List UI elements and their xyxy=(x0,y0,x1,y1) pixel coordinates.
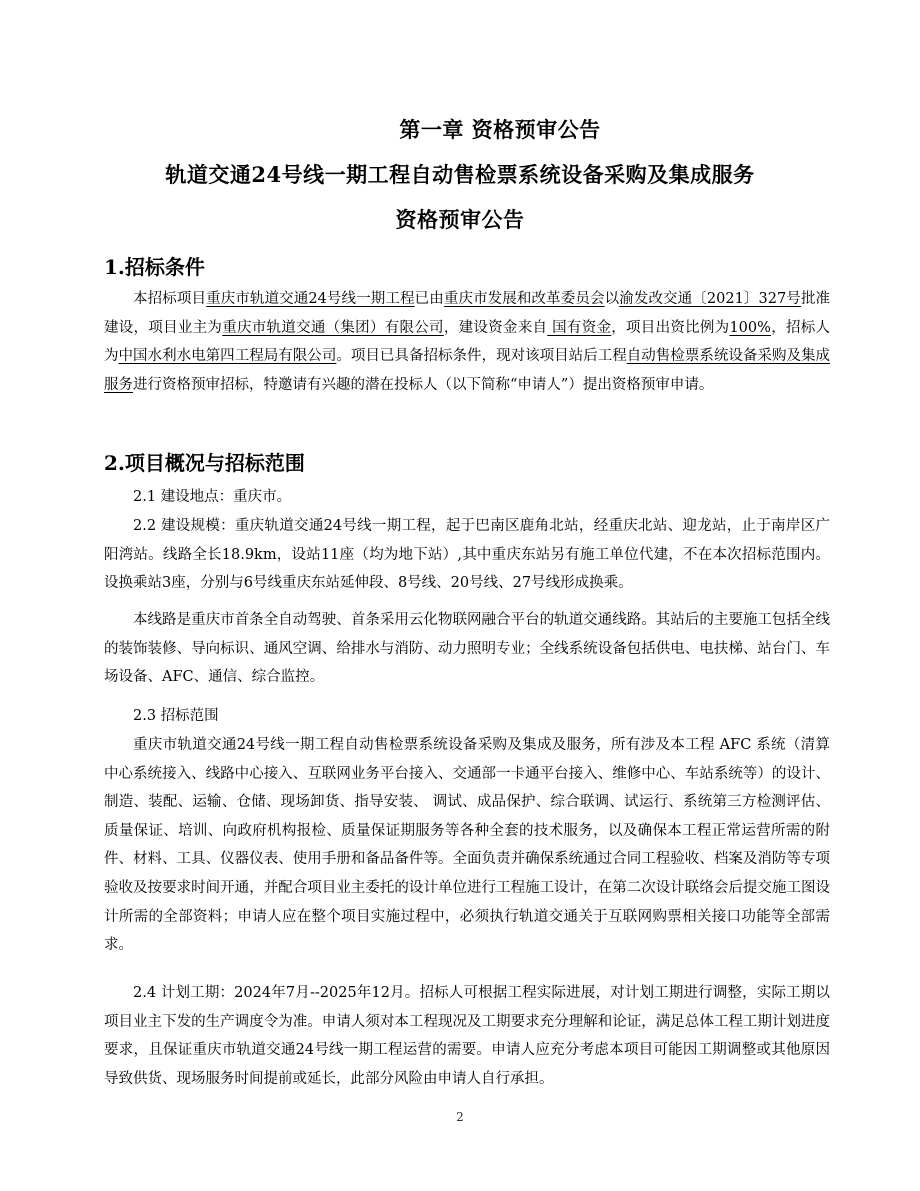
section-heading-tender-conditions: 1.招标条件 xyxy=(104,255,205,279)
line-description-paragraph: 本线路是重庆市首条全自动驾驶、首条采用云化物联网融合平台的轨道交通线路。其站后的主要施工包括全线的装饰装修、导向标识、通风空调、给排水与消防、动力照明专业；全线系统设备包括供电、电扶梯、站台门、车场设备、AFC、通信、综合监控。 xyxy=(104,612,830,686)
approval-authority-underlined: 重庆市发展和改革委员会 xyxy=(443,291,605,307)
text-segment: 批准建设，项目业主为 xyxy=(104,291,831,336)
tender-subject-underlined: 自动售检票系统设备采购及集成服务 xyxy=(104,348,831,393)
funding-ratio-underlined: 100% xyxy=(729,319,771,336)
project-owner-underlined: 重庆市轨道交通（集团）有限公司 xyxy=(222,319,444,336)
notice-title: 资格预审公告 xyxy=(395,207,525,232)
text-segment: ，招标人为 xyxy=(104,319,831,365)
approval-document-underlined: 渝发改交通〔2021〕327号 xyxy=(619,291,801,307)
text-segment: 已由 xyxy=(414,291,444,307)
chapter-title: 第一章 资格预审公告 xyxy=(399,117,601,142)
project-title: 轨道交通24号线一期工程自动售检票系统设备采购及集成服务 xyxy=(165,162,755,187)
tender-scope-paragraph: 重庆市轨道交通24号线一期工程自动售检票系统设备采购及集成及服务，所有涉及本工程 AFC 系统（清算中心系统接入、线路中心接入、互联网业务平台接入、交通部一卡通平台接入、维修中心、车站系统等）的设计、制造、装配、运输、仓储、现场卸货、指导安装、 调试、成品保护、综合联调、试运行、系统第三方检测评估、质量保证、培训、向政府机构报检、质量保证期服务等各种全套的技术服务，以及确保本工程正常运营所需的附件、材料、工具、仪器仪表、使用手册和备品备件等。全面负责并确保系统通过合同工程验收、档案及消防等专项验收及按要求时间开通，并配合项目业主委托的设计单位进行工程施工设计，在第二次设计联络会后提交施工图设计所需的全部资料；申请人应在整个项目实施过程中，必须执行轨道交通关于互联网购票相关接口功能等全部需求。 xyxy=(104,737,830,954)
tenderer-underlined: 中国水利水电第四工程局有限公司 xyxy=(118,348,337,365)
page-number: 2 xyxy=(456,1110,464,1124)
text-segment: 进行资格预审招标，特邀请有兴趣的潜在投标人（以下简称“申请人”）提出资格预审申请。 xyxy=(133,376,714,393)
planned-schedule-paragraph: 2.4 计划工期：2024年7月--2025年12月。招标人可根据工程实际进展，对计划工期进行调整，实际工期以项目业主下发的生产调度令为准。申请人须对本工程现况及工期要求充分理解和论证，满足总体工程工期计划进度要求，且保证重庆市轨道交通24号线一期工程运营的需要。申请人应充分考虑本项目可能因工期调整或其他原因导致供货、现场服务时间提前或延长，此部分风险由申请人自行承担。 xyxy=(104,985,830,1087)
construction-scale-paragraph: 2.2 建设规模：重庆轨道交通24号线一期工程，起于巴南区鹿角北站，经重庆北站、迎龙站，止于南岸区广阳湾站。线路全长18.9km，设站11座（均为地下站）,其中重庆东站另有施工单位代建，不在本次招标范围内。设换乘站3座，分别与6号线重庆东站延伸段、8号线、20号线、27号线形成换乘。 xyxy=(104,518,830,592)
text-segment: 本招标项目 xyxy=(133,291,207,307)
tender-conditions-paragraph xyxy=(104,285,830,399)
text-segment: 以 xyxy=(604,291,620,307)
project-name-underlined: 重庆市轨道交通24号线一期工程 xyxy=(206,291,415,307)
construction-location-paragraph: 2.1 建设地点：重庆市。 xyxy=(133,489,292,505)
text-segment: ，项目出资比例为 xyxy=(611,319,730,336)
text-segment: ，建设资金来自 xyxy=(443,319,548,336)
tender-scope-subheading: 2.3 招标范围 xyxy=(133,708,219,724)
text-segment: 。项目已具备招标条件，现对该项目站后工程 xyxy=(336,348,627,365)
funding-source-underlined: 国有资金 xyxy=(547,319,612,336)
section-heading-project-overview: 2.项目概况与招标范围 xyxy=(104,451,305,475)
